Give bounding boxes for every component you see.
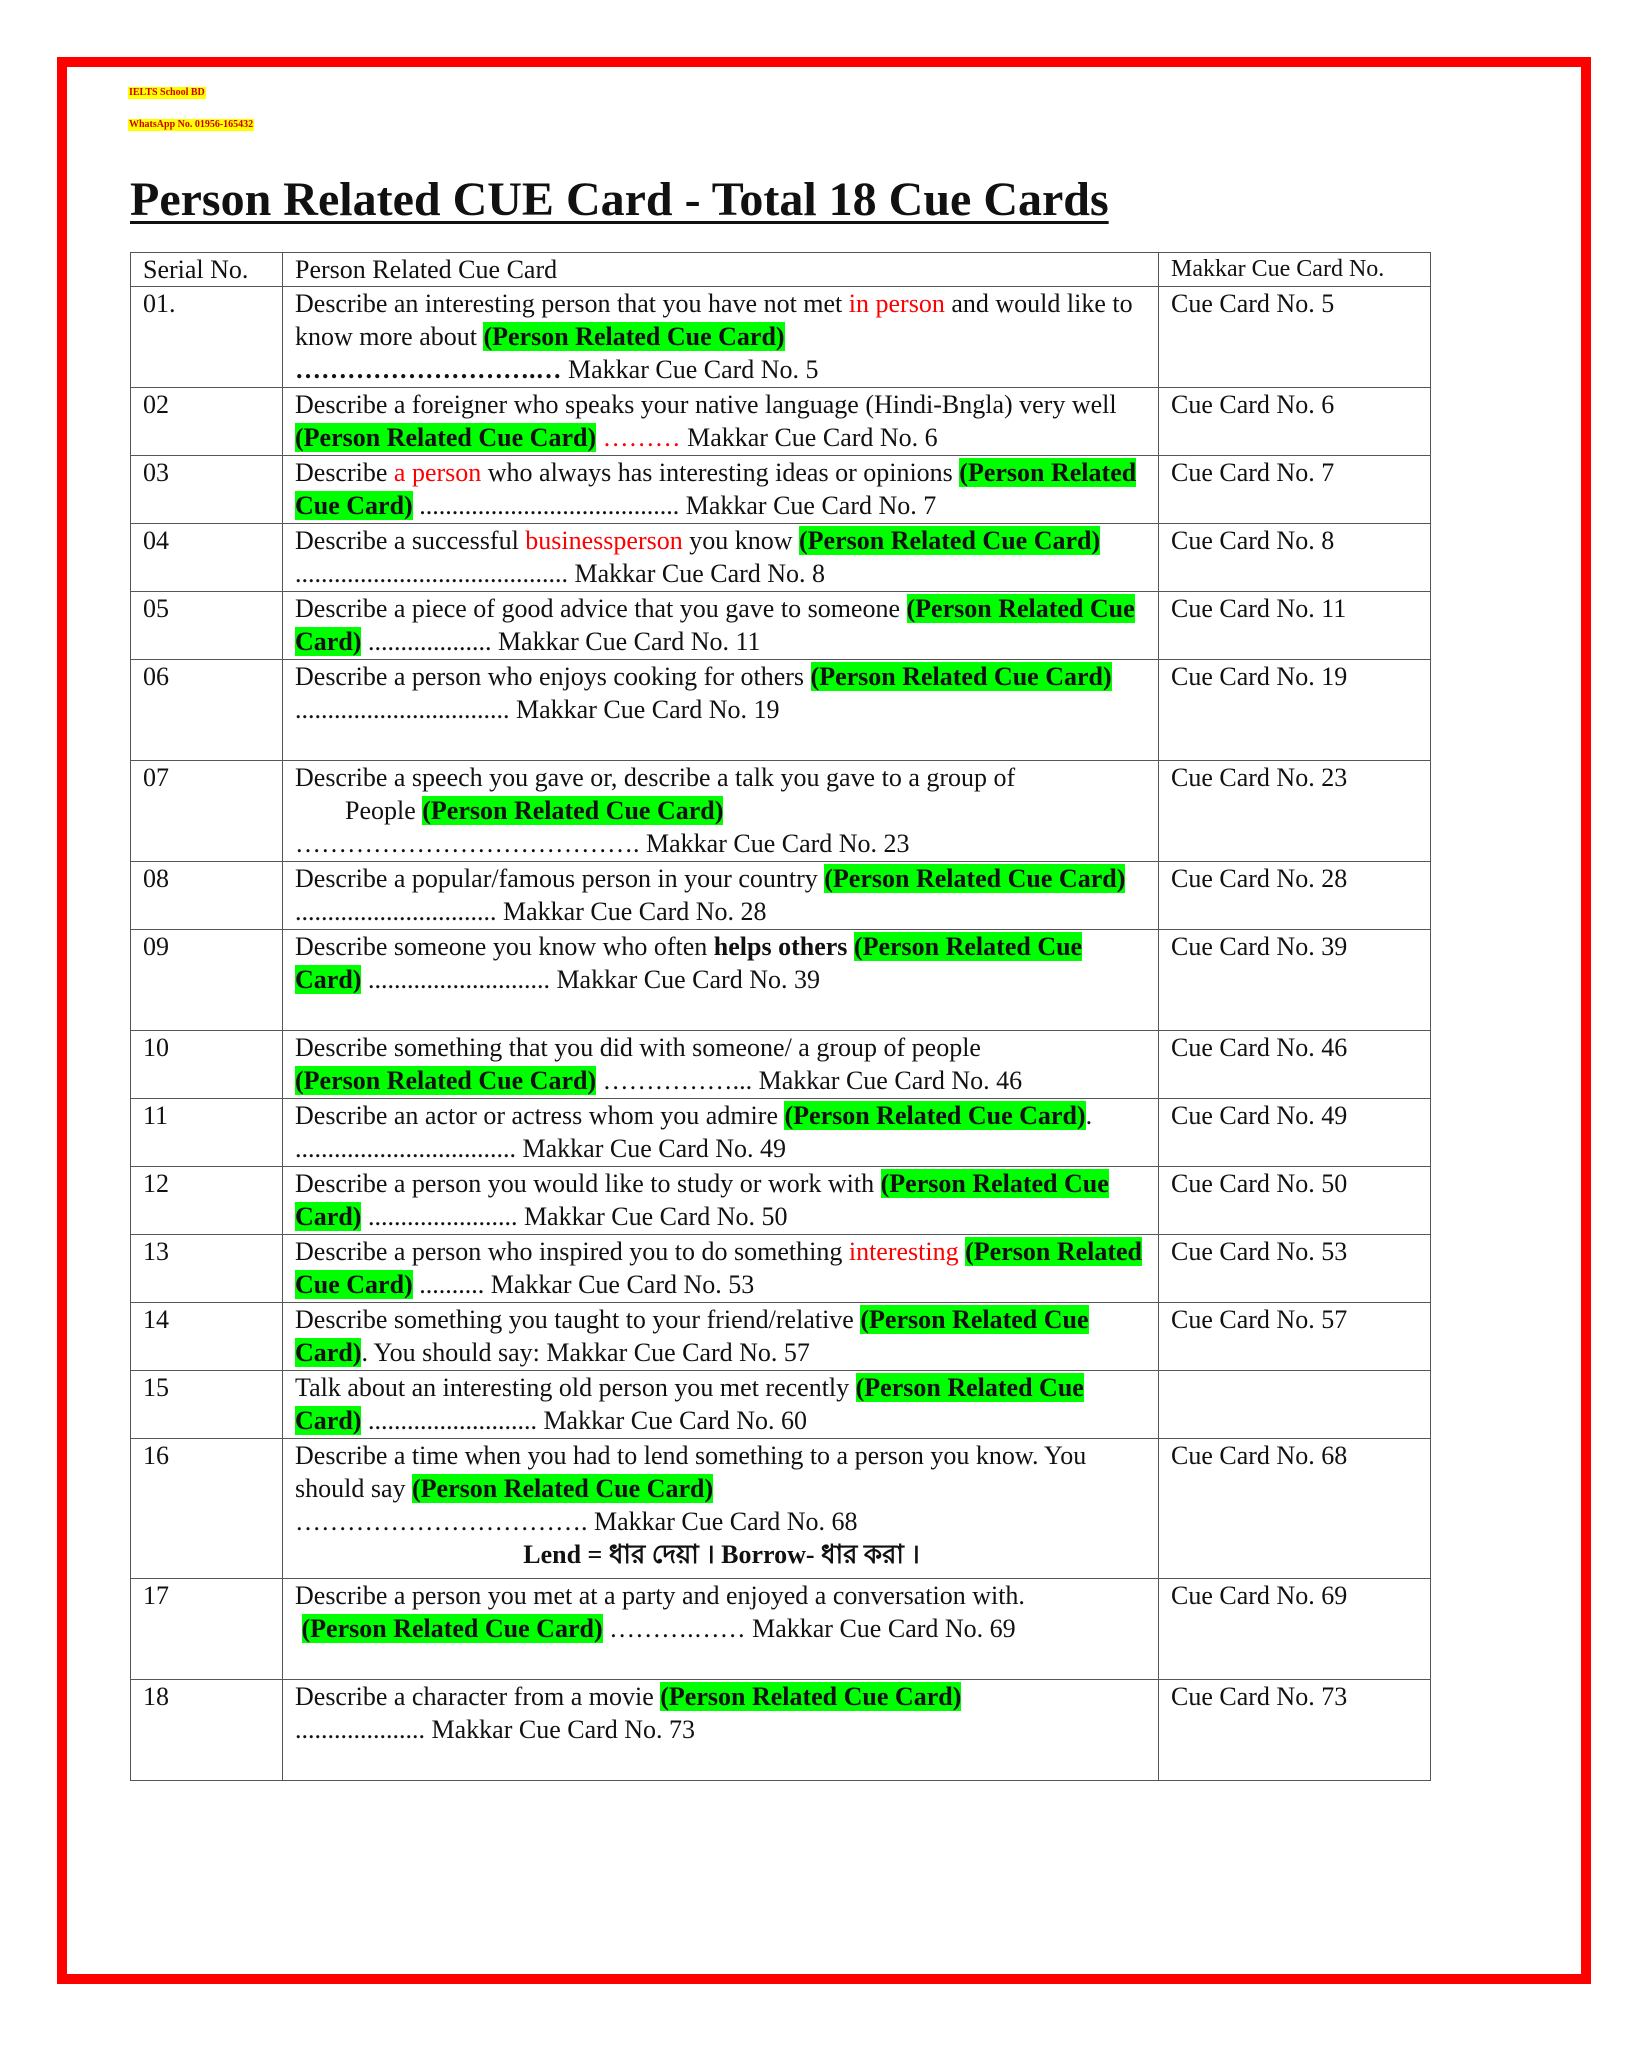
- dots: ..........................................: [295, 559, 568, 588]
- serial-cell: 16: [131, 1439, 283, 1579]
- serial-cell: 05: [131, 592, 283, 660]
- category-tag: (Person Related Cue Card): [422, 796, 724, 825]
- serial-cell: 18: [131, 1680, 283, 1781]
- header-serial: Serial No.: [131, 253, 283, 287]
- cue-number-cell: Cue Card No. 57: [1159, 1303, 1431, 1371]
- cue-cell: [283, 456, 1159, 524]
- category-tag: (Person Related Cue Card): [824, 864, 1126, 893]
- school-name: IELTS School BD: [129, 87, 205, 98]
- serial-cell: 04: [131, 524, 283, 592]
- category-tag: (Person Related Cue Card): [799, 526, 1101, 555]
- cue-text: Describe something you taught to your friend/relative: [295, 1305, 861, 1334]
- cue-text: Describe a popular/famous person in your country: [295, 864, 825, 893]
- dots: .................................: [295, 695, 510, 724]
- red-text: businessperson: [525, 526, 683, 555]
- cue-text: you know: [682, 526, 800, 555]
- category-tag: (Person Related Cue Card): [660, 1682, 962, 1711]
- header-cue-card: Person Related Cue Card: [283, 253, 1159, 287]
- cue-cell: [283, 761, 1159, 862]
- cue-text: Describe someone you know who often: [295, 932, 714, 961]
- cue-text: Describe a time when you had to lend something to a person you know. You should say: [295, 1441, 1087, 1503]
- table-row: [131, 930, 1431, 1031]
- lend-borrow-note: Lend = ধার দেয়া । Borrow- ধার করা ।: [523, 1540, 920, 1569]
- cue-cell: [283, 1031, 1159, 1099]
- cue-cell: [283, 930, 1159, 1031]
- makkar-ref: Makkar Cue Card No. 73: [425, 1715, 696, 1744]
- table-row: [131, 1167, 1431, 1235]
- dots: ………: [596, 423, 681, 452]
- table-row: [131, 524, 1431, 592]
- dots: ...................: [361, 627, 492, 656]
- cue-text: Talk about an interesting old person you met recently: [295, 1373, 856, 1402]
- cue-cell: [283, 1371, 1159, 1439]
- dots: …………………………………: [295, 829, 633, 858]
- serial-cell: 08: [131, 862, 283, 930]
- dots: ....................: [295, 1715, 425, 1744]
- dots: ……………………………: [295, 1507, 581, 1536]
- dots: ……………...: [596, 1066, 753, 1095]
- cue-number-cell: [1159, 1371, 1431, 1439]
- makkar-ref: Makkar Cue Card No. 28: [496, 897, 767, 926]
- category-tag: (Person Related Cue Card): [483, 322, 785, 351]
- makkar-ref: Makkar Cue Card No. 60: [536, 1406, 807, 1435]
- makkar-ref: Makkar Cue Card No. 50: [517, 1202, 788, 1231]
- cue-text: Describe a piece of good advice that you gave to someone: [295, 594, 907, 623]
- serial-cell: 07: [131, 761, 283, 862]
- cue-number-cell: Cue Card No. 8: [1159, 524, 1431, 592]
- category-tag: (Person Related Cue Card): [295, 1305, 1089, 1367]
- cue-text: Describe an actor or actress whom you admire: [295, 1101, 785, 1130]
- table-row: [131, 1579, 1431, 1680]
- makkar-ref: Makkar Cue Card No. 6: [680, 423, 938, 452]
- red-text: a person: [393, 458, 482, 487]
- cue-text: Describe a successful: [295, 526, 526, 555]
- cue-text: Describe an interesting person that you have not met: [295, 289, 849, 318]
- table-row: [131, 287, 1431, 388]
- cue-cell: [283, 388, 1159, 456]
- serial-cell: 01.: [131, 287, 283, 388]
- category-tag: (Person Related Cue Card): [784, 1101, 1086, 1130]
- red-text: interesting: [848, 1237, 959, 1266]
- cue-cell: [283, 1439, 1159, 1579]
- table-row: [131, 1099, 1431, 1167]
- serial-cell: 02: [131, 388, 283, 456]
- cue-number-cell: Cue Card No. 69: [1159, 1579, 1431, 1680]
- category-tag: (Person Related Cue Card): [412, 1474, 714, 1503]
- cue-text: Describe a person who enjoys cooking for others: [295, 662, 811, 691]
- header-makkar: Makkar Cue Card No.: [1159, 253, 1431, 287]
- makkar-ref: . Makkar Cue Card No. 23: [633, 829, 910, 858]
- table-row: [131, 761, 1431, 862]
- cue-cell: [283, 524, 1159, 592]
- category-tag: (Person Related Cue Card): [810, 662, 1112, 691]
- serial-cell: 10: [131, 1031, 283, 1099]
- makkar-ref: Makkar Cue Card No. 49: [516, 1134, 787, 1163]
- makkar-ref: Makkar Cue Card No. 19: [509, 695, 780, 724]
- serial-cell: 13: [131, 1235, 283, 1303]
- cue-text: Describe: [295, 458, 394, 487]
- serial-cell: 11: [131, 1099, 283, 1167]
- category-tag: (Person Related Cue Card): [295, 594, 1135, 656]
- cue-text: People: [345, 796, 423, 825]
- cue-number-cell: Cue Card No. 7: [1159, 456, 1431, 524]
- dots: ……………………….…: [295, 355, 562, 384]
- cue-number-cell: Cue Card No. 73: [1159, 1680, 1431, 1781]
- category-tag: (Person Related Cue Card): [295, 1373, 1084, 1435]
- makkar-ref: Makkar Cue Card No. 69: [745, 1614, 1016, 1643]
- makkar-ref: Makkar Cue Card No. 53: [484, 1270, 755, 1299]
- table-row: [131, 592, 1431, 660]
- cue-text: Describe a person you met at a party and enjoyed a conversation with.: [295, 1581, 1025, 1610]
- cue-number-cell: Cue Card No. 23: [1159, 761, 1431, 862]
- page-title: Person Related CUE Card - Total 18 Cue Cards: [130, 173, 1109, 226]
- bold-text: helps others: [713, 932, 848, 961]
- table-row: [131, 1235, 1431, 1303]
- cue-cell: [283, 1235, 1159, 1303]
- table-row: [131, 660, 1431, 761]
- category-tag: (Person Related Cue Card): [295, 1066, 597, 1095]
- cue-card-table: [130, 252, 1431, 1781]
- cue-cell: [283, 1680, 1159, 1781]
- red-text: in person: [848, 289, 945, 318]
- dots: ........................................: [412, 491, 680, 520]
- table-header-row: [131, 253, 1431, 287]
- makkar-ref: Makkar Cue Card No. 46: [752, 1066, 1023, 1095]
- cue-cell: [283, 592, 1159, 660]
- cue-text: who always has interesting ideas or opinions: [481, 458, 960, 487]
- makkar-ref: Makkar Cue Card No. 7: [679, 491, 937, 520]
- table-row: [131, 388, 1431, 456]
- cue-number-cell: Cue Card No. 46: [1159, 1031, 1431, 1099]
- cue-cell: [283, 660, 1159, 761]
- cue-cell: [283, 1167, 1159, 1235]
- cue-text: Describe something that you did with someone/ a group of people: [295, 1033, 981, 1062]
- category-tag: (Person Related Cue Card): [295, 458, 1137, 520]
- category-tag: (Person Related Cue Card): [295, 423, 597, 452]
- cue-cell: [283, 1303, 1159, 1371]
- table-row: [131, 456, 1431, 524]
- cue-cell: [283, 1579, 1159, 1680]
- dots: ..........................: [361, 1406, 537, 1435]
- category-tag: (Person Related Cue Card): [295, 1237, 1143, 1299]
- makkar-ref: You should say: Makkar Cue Card No. 57: [367, 1338, 810, 1367]
- cue-cell: [283, 287, 1159, 388]
- cue-text: and would like to know more about: [295, 289, 1133, 351]
- dots: . ..................................: [295, 1101, 1093, 1163]
- cue-number-cell: Cue Card No. 19: [1159, 660, 1431, 761]
- serial-cell: 12: [131, 1167, 283, 1235]
- category-tag: (Person Related Cue Card): [301, 1614, 603, 1643]
- cue-number-cell: Cue Card No. 39: [1159, 930, 1431, 1031]
- cue-number-cell: Cue Card No. 53: [1159, 1235, 1431, 1303]
- makkar-ref: Makkar Cue Card No. 11: [491, 627, 761, 656]
- cue-text: [847, 932, 854, 961]
- table-row: [131, 1439, 1431, 1579]
- category-tag: (Person Related Cue Card): [295, 1169, 1109, 1231]
- dots: ...............................: [295, 897, 497, 926]
- cue-number-cell: Cue Card No. 5: [1159, 287, 1431, 388]
- cue-cell: [283, 862, 1159, 930]
- category-tag: (Person Related Cue Card): [295, 932, 1083, 994]
- serial-cell: 03: [131, 456, 283, 524]
- cue-text: Describe a person who inspired you to do something: [295, 1237, 849, 1266]
- cue-number-cell: Cue Card No. 6: [1159, 388, 1431, 456]
- dots: .......................: [361, 1202, 518, 1231]
- table-row: [131, 1680, 1431, 1781]
- dots: .: [361, 1338, 368, 1367]
- cue-text: Describe a foreigner who speaks your native language (Hindi-Bngla) very well: [295, 390, 1117, 419]
- cue-text: Describe a character from a movie: [295, 1682, 661, 1711]
- cue-number-cell: Cue Card No. 49: [1159, 1099, 1431, 1167]
- serial-cell: 15: [131, 1371, 283, 1439]
- cue-number-cell: Cue Card No. 28: [1159, 862, 1431, 930]
- dots: ……….……: [602, 1614, 746, 1643]
- cue-number-cell: Cue Card No. 68: [1159, 1439, 1431, 1579]
- serial-cell: 14: [131, 1303, 283, 1371]
- makkar-ref: Makkar Cue Card No. 39: [549, 965, 820, 994]
- cue-number-cell: Cue Card No. 11: [1159, 592, 1431, 660]
- cue-text: Describe a person you would like to study or work with: [295, 1169, 881, 1198]
- serial-cell: 09: [131, 930, 283, 1031]
- table-row: [131, 1371, 1431, 1439]
- serial-cell: 17: [131, 1579, 283, 1680]
- makkar-ref: . Makkar Cue Card No. 68: [581, 1507, 858, 1536]
- dots: ..........: [412, 1270, 485, 1299]
- table-row: [131, 1031, 1431, 1099]
- table-row: [131, 1303, 1431, 1371]
- dots: ............................: [361, 965, 550, 994]
- serial-cell: 06: [131, 660, 283, 761]
- makkar-ref: Makkar Cue Card No. 8: [568, 559, 826, 588]
- makkar-ref: Makkar Cue Card No. 5: [561, 355, 819, 384]
- cue-number-cell: Cue Card No. 50: [1159, 1167, 1431, 1235]
- table-row: [131, 862, 1431, 930]
- cue-text: Describe a speech you gave or, describe a talk you gave to a group of: [295, 763, 1016, 792]
- whatsapp-number: WhatsApp No. 01956-165432: [129, 119, 254, 130]
- cue-cell: [283, 1099, 1159, 1167]
